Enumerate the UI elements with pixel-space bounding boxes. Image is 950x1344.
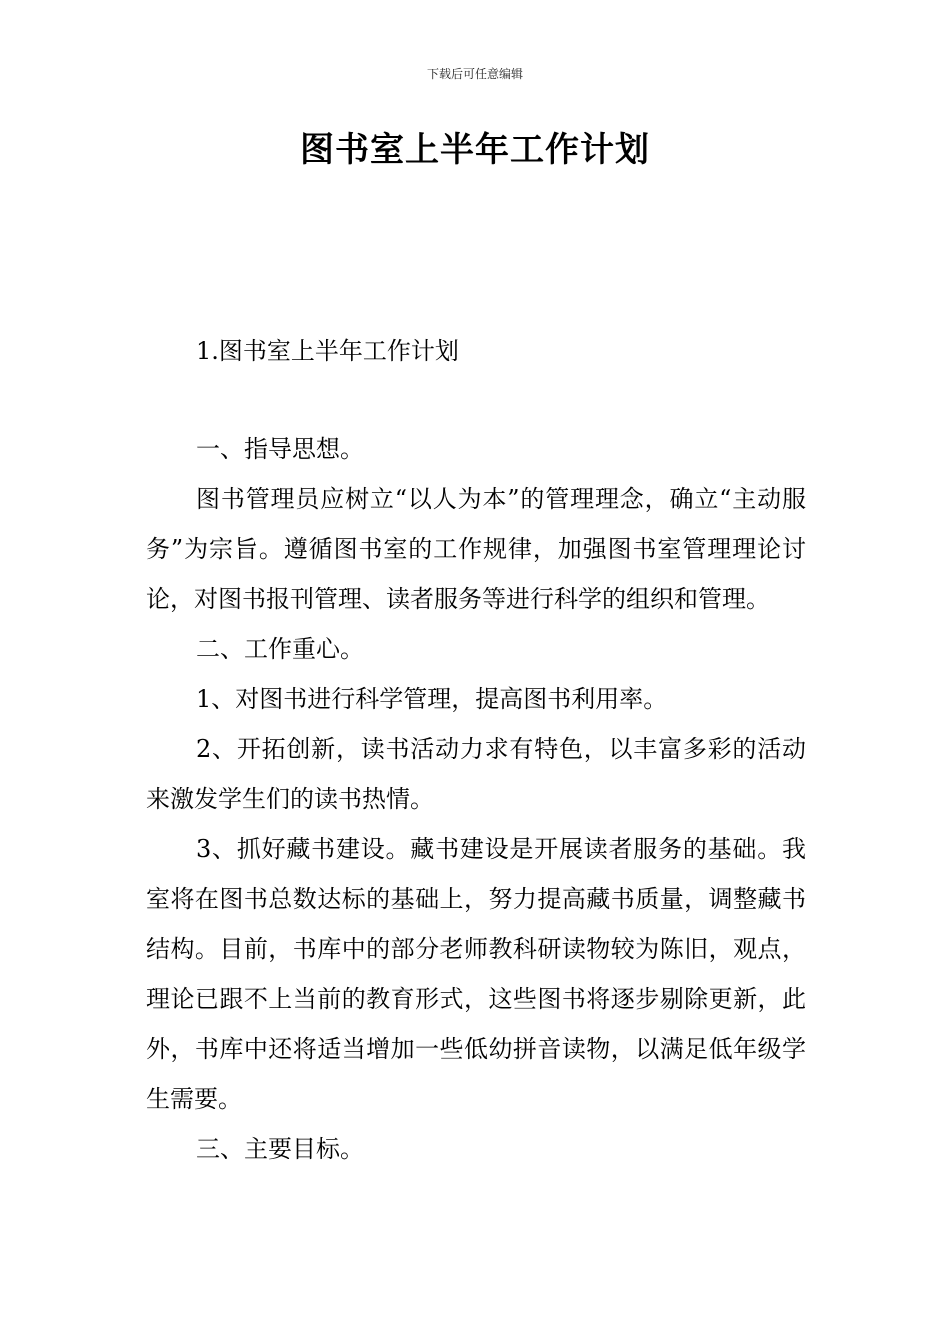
document-body [146,424,806,1174]
document-title: 图书室上半年工作计划 [300,130,650,170]
section-heading: 1.图书室上半年工作计划 [196,337,459,365]
section-heading-block [146,326,806,376]
paragraph-focus-item-2: 2、开拓创新，读书活动力求有特色，以丰富多彩的活动来激发学生们的读书热情。 [146,735,806,813]
paragraph-focus-item-3: 3、抓好藏书建设。藏书建设是开展读者服务的基础。我室将在图书总数达标的基础上，努力提高藏书质量，调整藏书结构。目前，书库中的部分老师教科研读物较为陈旧，观点，理论已跟不上当前的教育形式，这些图书将逐步剔除更新，此外，书库中还将适当增加一些低幼拼音读物，以满足低年级学生需要。 [146,835,806,1113]
paragraph-main-goals-heading: 三、主要目标。 [196,1135,364,1163]
paragraph-work-focus-heading: 二、工作重心。 [196,635,364,663]
paragraph-focus-item-1: 1、对图书进行科学管理，提高图书利用率。 [196,685,668,713]
paragraph-guiding-thought-heading: 一、指导思想。 [196,435,364,463]
header-note: 下载后可任意编辑 [426,67,523,81]
paragraph-guiding-thought-body: 图书管理员应树立“以人为本”的管理理念，确立“主动服务”为宗旨。遵循图书室的工作规律，加强图书室管理理论讨论，对图书报刊管理、读者服务等进行科学的组织和管理。 [146,485,806,613]
